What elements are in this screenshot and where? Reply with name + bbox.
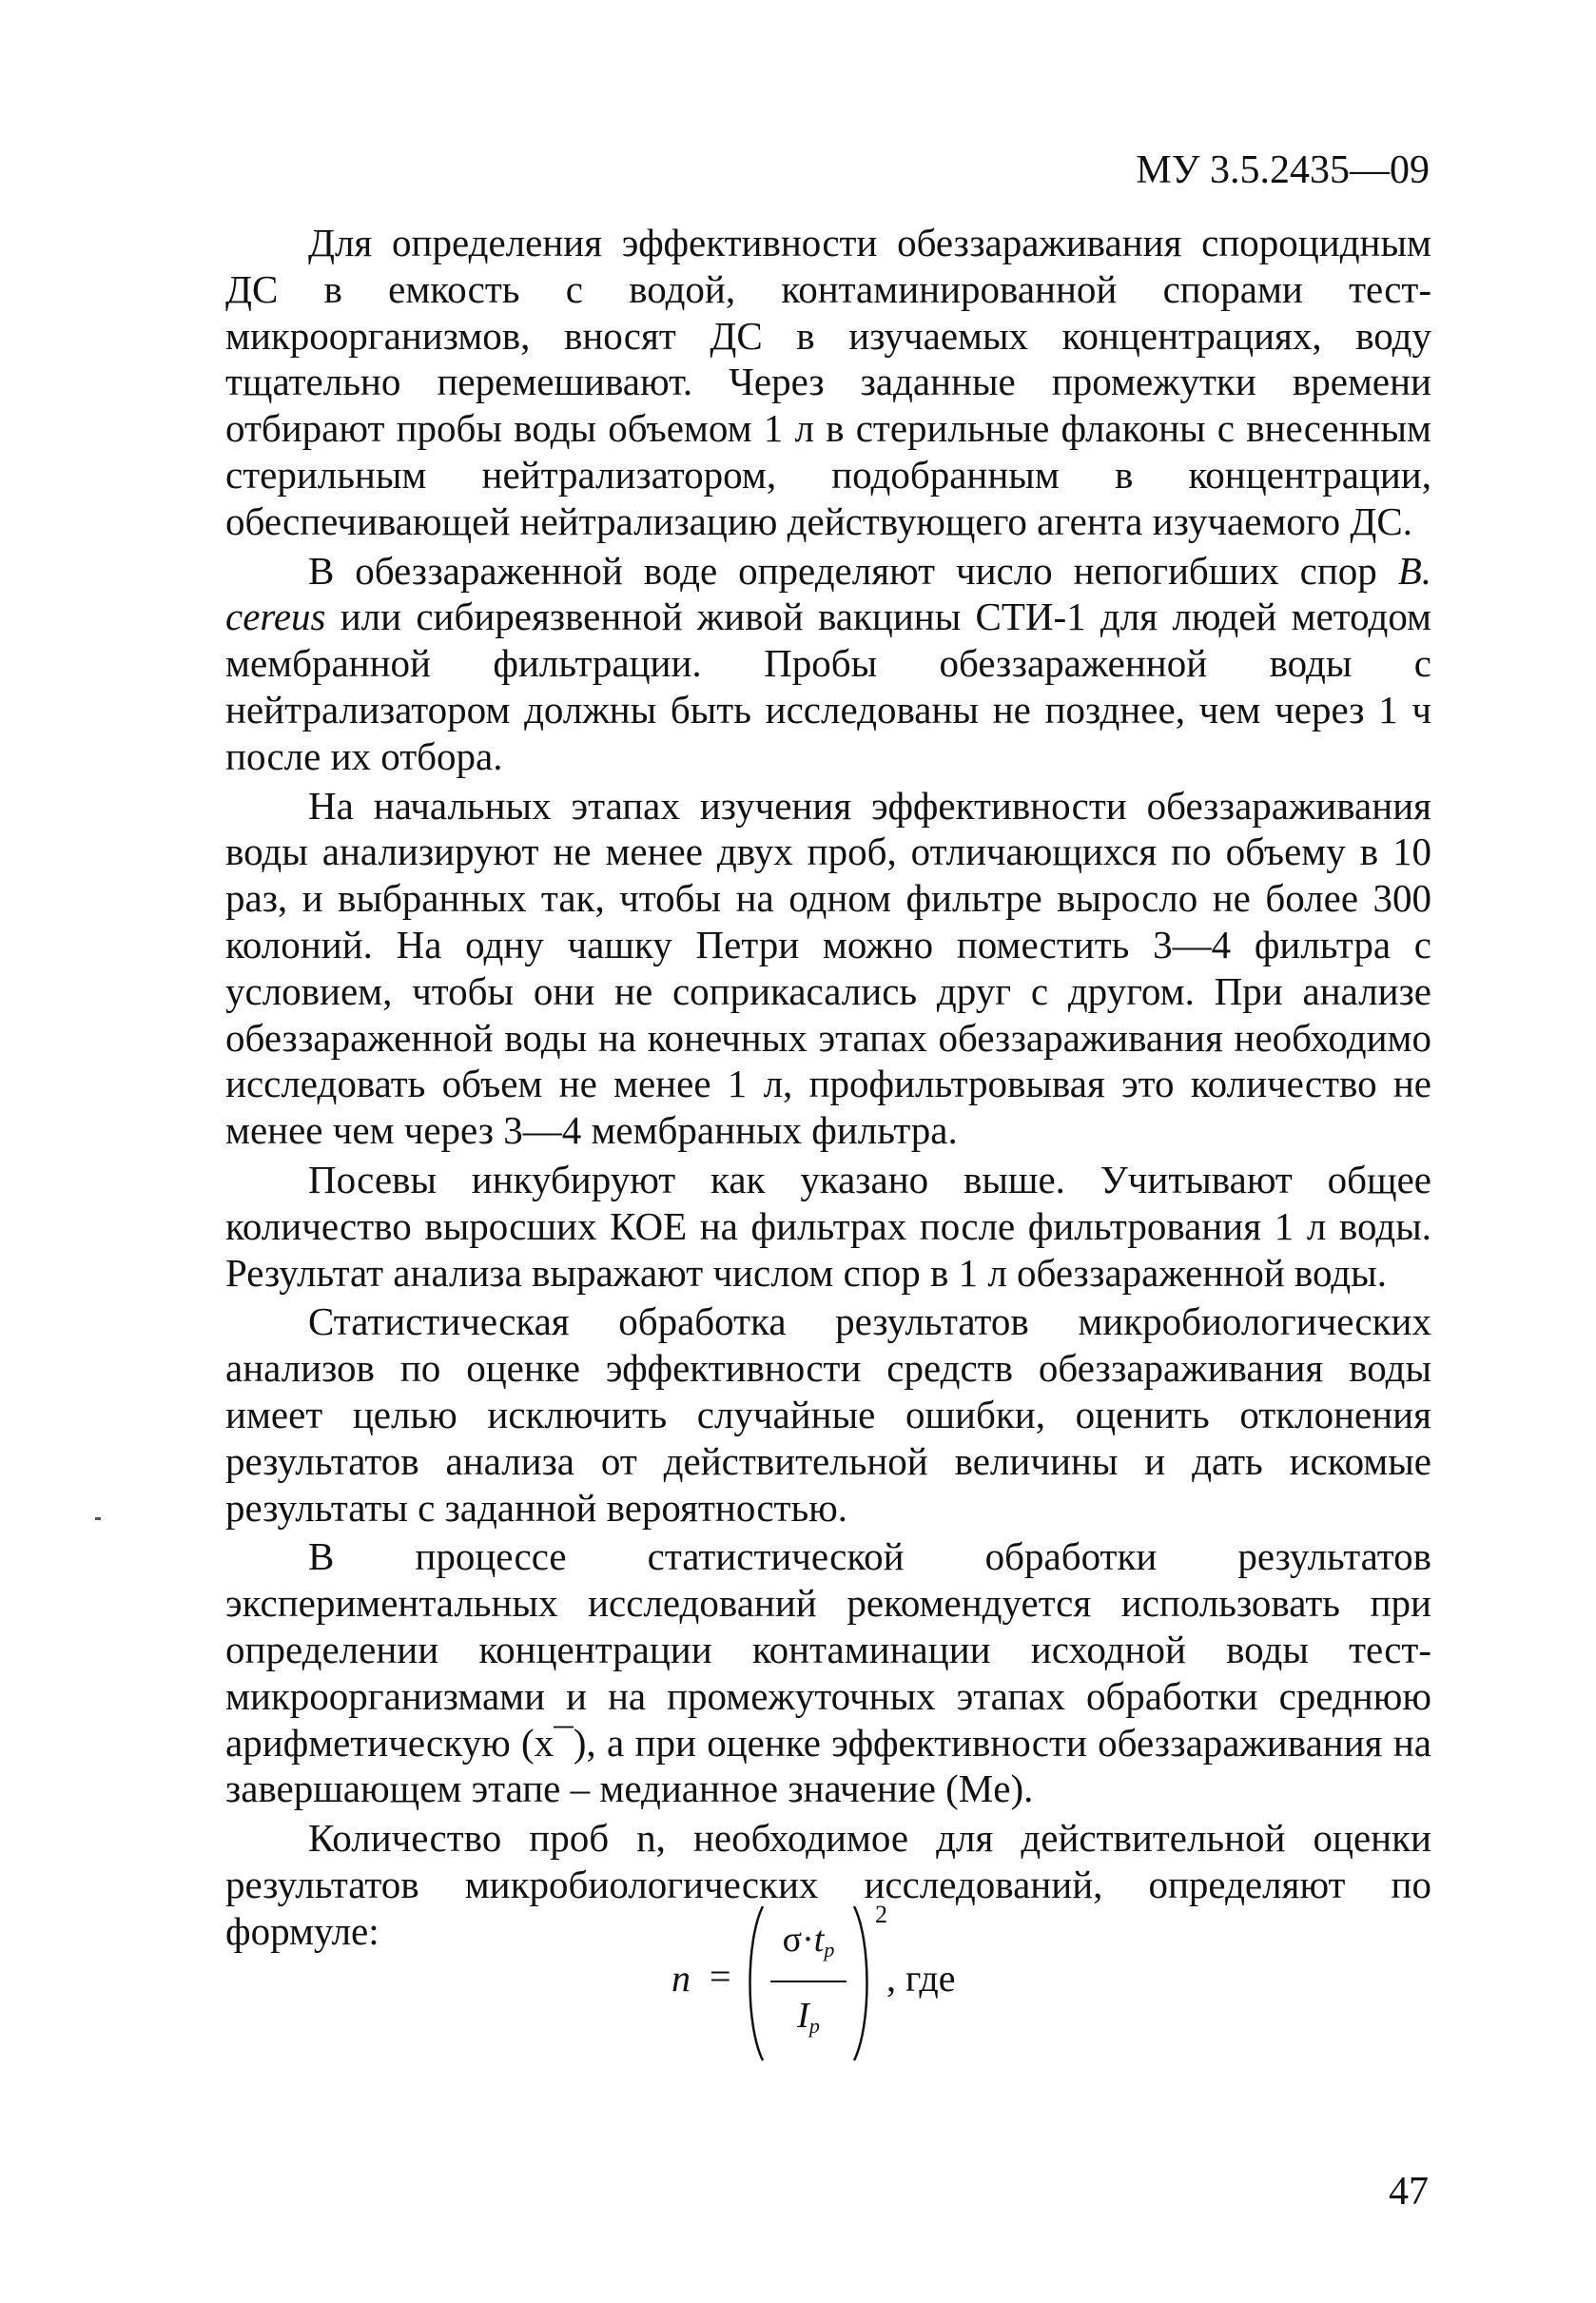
paragraph-statistical-processing: Статистическая обработка результатов микробиологических анализов по оценке эффективности средств обеззараживания воды имеет целью исключить случайные ошибки, оценить отклонения результатов анализа от действительной величины и дать искомые результаты с заданной вероятностью.	[225, 1299, 1431, 1530]
formula-i-subscript: p	[808, 2014, 820, 2038]
formula-exponent: 2	[875, 1901, 887, 1928]
paragraph-spore-count-prefix: В обеззараженной воде определяют число непогибших спор	[308, 548, 1398, 593]
document-id: МУ 3.5.2435—09	[1136, 148, 1430, 192]
formula-lhs: n	[671, 1957, 691, 2000]
paragraph-incubation: Посевы инкубируют как указано выше. Учитывают общее количество выросших КОЕ на фильтрах после фильтрования 1 л воды. Результат анализа выражают числом спор в 1 л обеззараженной воды.	[225, 1157, 1431, 1295]
paragraph-initial-stages: На начальных этапах изучения эффективности обеззараживания воды анализируют не менее двух проб, отличающихся по объему в 10 раз, и выбранных так, чтобы на одном фильтре выросло не более 300 колоний. На одну чашку Петри можно поместить 3—4 фильтра с условием, чтобы они не соприкасались друг с другом. При анализе обеззараженной воды на конечных этапах обеззараживания необходимо исследовать объем не менее 1 л, профильтровывая это количество не менее чем через 3—4 мембранных фильтра.	[225, 783, 1431, 1153]
formula-denominator	[769, 1998, 848, 2037]
paragraph-spore-count-suffix: или сибиреязвенной живой вакцины СТИ-1 для людей методом мембранной фильтрации. Пробы обеззараженной воды с нейтрализатором должны быть исследованы не позднее, чем через 1 ч после их отбора.	[225, 595, 1431, 778]
formula-equals: =	[710, 1955, 731, 1998]
paragraph-processing-recommendation: В процессе статистической обработки результатов экспериментальных исследований рекомендуется использовать при определении концентрации контаминации исходной воды тест-микроорганизмами и на промежуточных этапах обработки среднюю арифметическую (x¯), а при оценке эффективности обеззараживания на завершающем этапе – медианное значение (Me).	[225, 1534, 1431, 1811]
species-name: B. cereus	[225, 548, 1431, 639]
fraction-bar	[770, 1981, 847, 1982]
formula-dot: ·	[802, 1920, 814, 1960]
body-text	[225, 220, 1431, 1954]
margin-dot	[95, 1517, 101, 1520]
formula-sigma: σ	[782, 1920, 803, 1960]
formula-numerator	[769, 1922, 848, 1961]
paragraph-sample-count: Количество проб n, необходимое для действительной оценки результатов микробиологических исследований, определяют по формуле:	[225, 1816, 1431, 1953]
formula-i: I	[797, 1996, 809, 2036]
formula-suffix: , где	[886, 1957, 956, 2000]
sample-size-formula	[671, 1903, 995, 2064]
formula-t-subscript: p	[824, 1938, 835, 1961]
page-number: 47	[1389, 2170, 1429, 2214]
left-parenthesis-icon	[742, 1903, 769, 2064]
paragraph-disinfection-method: Для определения эффективности обеззараживания спороцидным ДС в емкость с водой, контаминированной спорами тест-микроорганизмов, вносят ДС в изучаемых концентрациях, воду тщательно перемешивают. Через заданные промежутки времени отбирают пробы воды объемом 1 л в стерильные флаконы с внесенным стерильным нейтрализатором, подобранным в концентрации, обеспечивающей нейтрализацию действующего агента изучаемого ДС.	[225, 221, 1431, 543]
formula-t: t	[813, 1920, 825, 1960]
right-parenthesis-icon	[848, 1903, 875, 2064]
paragraph-spore-count	[225, 548, 1431, 780]
